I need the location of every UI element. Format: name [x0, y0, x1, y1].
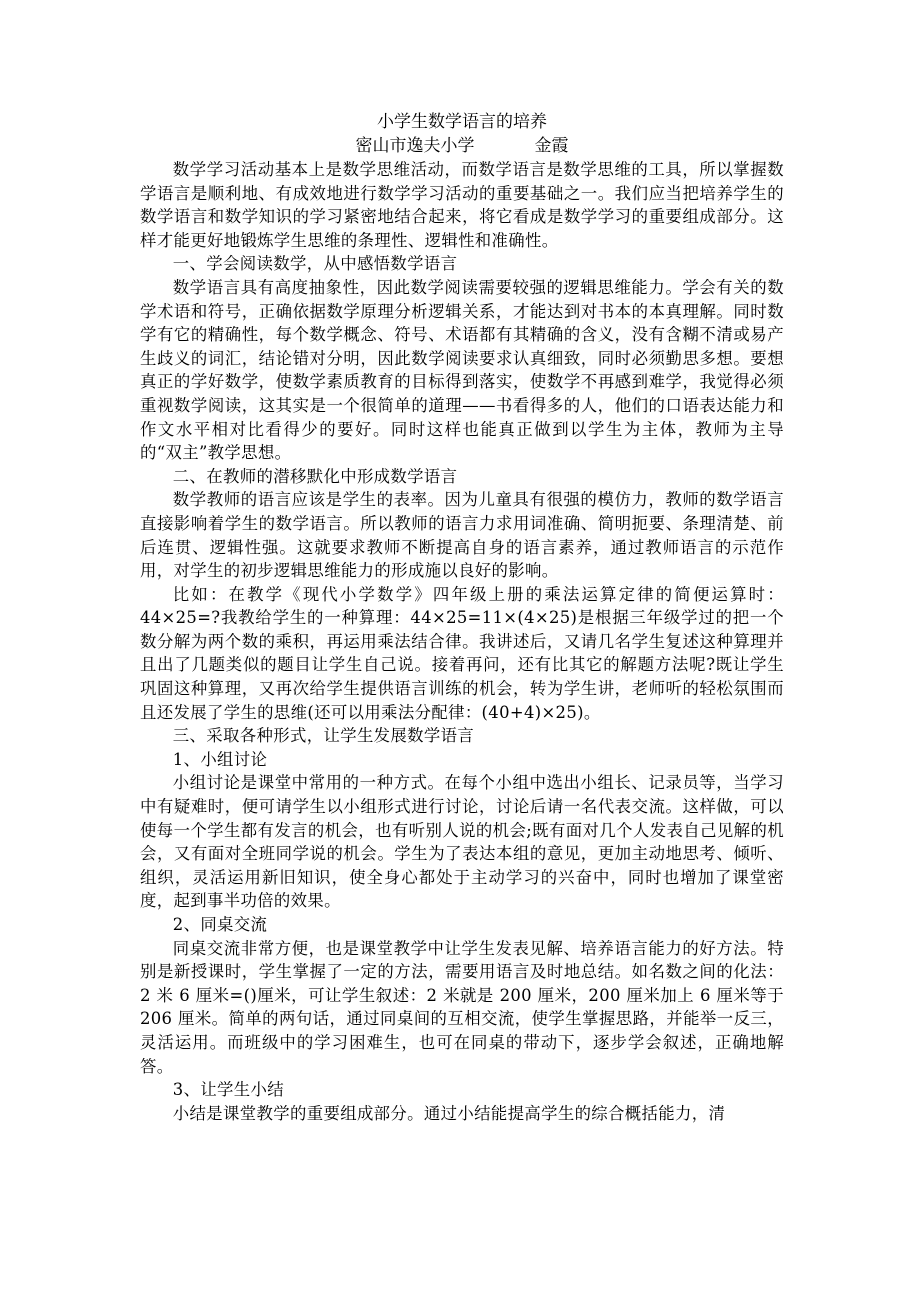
section-heading-1: 一、学会阅读数学，从中感悟数学语言	[172, 254, 458, 274]
author-name: 金霞	[534, 136, 569, 156]
group-discussion-paragraph: 小组讨论是课堂中常用的一种方式。在每个小组中选出小组长、记录员等，当学习中有疑难时，便可请学生以小组形式进行讨论，讨论后请一名代表交流。这样做，可以使每一个学生都有发言的机会，也有听别人说的机会;既有面对几个人发表自己见解的机会，又有面对全班同学说的机会。学生为了表达本组的意见，更加主动地思考、倾听、组织，灵活运用新旧知识，使全身心都处于主动学习的兴奋中，同时也增加了课堂密度，起到事半功倍的效果。	[140, 773, 784, 911]
student-summary-paragraph: 小结是课堂教学的重要组成部分。通过小结能提高学生的综合概括能力，清	[172, 1103, 726, 1123]
document-title: 小学生数学语言的培养	[377, 112, 547, 132]
deskmate-exchange-paragraph: 同桌交流非常方便，也是课堂教学中让学生发表见解、培养语言能力的好方法。特别是新授课时，学生掌握了一定的方法，需要用语言及时地总结。如名数之间的化法：2 米 6 厘米=()厘米，可让学生叙述：2 米就是 200 厘米，200 厘米加上 6 厘米等于 206 厘米。简单的两句话，通过同桌间的互相交流，使学生掌握思路，并能举一反三，灵活运用。而班级中的学习困难生，也可在同桌的带动下，逐步学会叙述，正确地解答。	[140, 938, 784, 1076]
subheading-deskmate-exchange: 2、同桌交流	[172, 915, 268, 934]
subheading-group-discussion: 1、小组讨论	[172, 749, 268, 769]
intro-paragraph: 数学学习活动基本上是数学思维活动，而数学语言是数学思维的工具，所以掌握数学语言是顺利地、有成效地进行数学学习活动的重要基础之一。我们应当把培养学生的数学语言和数学知识的学习紧密地结合起来，将它看成是数学学习的重要组成部分。这样才能更好地锻炼学生思维的条理性、逻辑性和准确性。	[140, 160, 784, 250]
section-heading-3: 三、采取各种形式，让学生发展数学语言	[172, 726, 475, 746]
section-1-paragraph: 数学语言具有高度抽象性，因此数学阅读需要较强的逻辑思维能力。学会有关的数学术语和符号，正确依据数学原理分析逻辑关系，才能达到对书本的本真理解。同时数学有它的精确性，每个数学概念、符号、术语都有其精确的含义，没有含糊不清或易产生歧义的词汇，结论错对分明，因此数学阅读要求认真细致，同时必须勤思多想。要想真正的学好数学，使数学素质教育的目标得到落实，使数学不再感到难学，我觉得必须重视数学阅读，这其实是一个很简单的道理——书看得多的人，他们的口语表达能力和作文水平相对比看得少的要好。同时这样也能真正做到以学生为主体，教师为主导的“双主”教学思想。	[140, 277, 784, 463]
section-2-example-paragraph: 比如：在教学《现代小学数学》四年级上册的乘法运算定律的简便运算时：44×25=?我教给学生的一种算理：44×25=11×(4×25)是根据三年级学过的把一个数分解为两个数的乘积，再运用乘法结合律。我讲述后，又请几名学生复述这种算理并且出了几题类似的题目让学生自己说。接着再问，还有比其它的解题方法呢?既让学生巩固这种算理，又再次给学生提供语言训练的机会，转为学生讲，老师听的轻松氛围而且还发展了学生的思维(还可以用乘法分配律：(40+4)×25)。	[140, 584, 784, 722]
section-heading-2: 二、在教师的潜移默化中形成数学语言	[172, 466, 458, 486]
document-page	[140, 110, 784, 1125]
byline	[140, 134, 784, 158]
subheading-student-summary: 3、让学生小结	[172, 1080, 285, 1100]
school-name: 密山市逸夫小学	[355, 136, 475, 156]
section-2-paragraph: 数学教师的语言应该是学生的表率。因为儿童具有很强的模仿力，教师的数学语言直接影响着学生的数学语言。所以教师的语言力求用词准确、简明扼要、条理清楚、前后连贯、逻辑性强。这就要求教师不断提高自身的语言素养，通过教师语言的示范作用，对学生的初步逻辑思维能力的形成施以良好的影响。	[140, 490, 784, 581]
